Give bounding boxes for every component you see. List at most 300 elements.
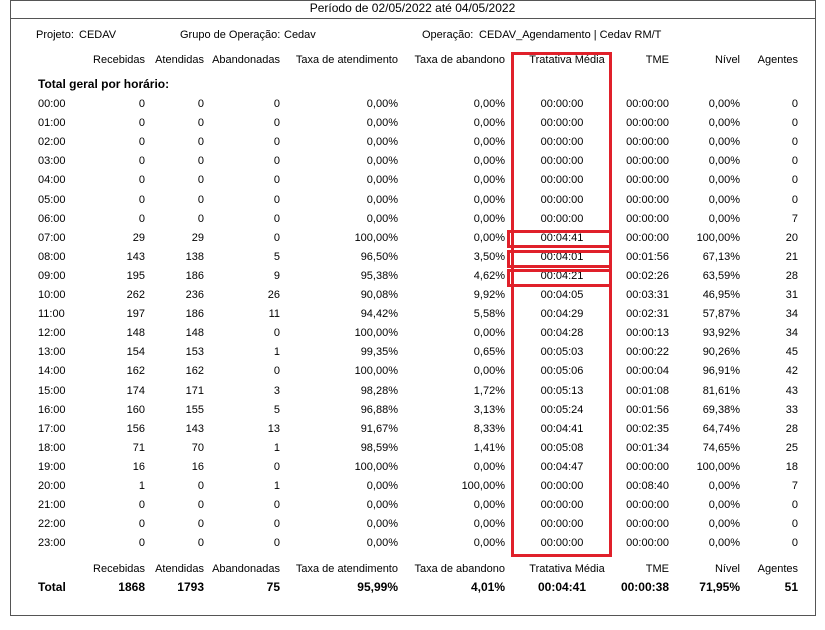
tme-cell: 00:00:00 [626,231,669,244]
operacao-label: Operação: [422,29,474,41]
taxa-abandono-cell: 3,50% [473,250,505,263]
taxa-atendimento-cell: 100,00% [354,365,398,378]
tratativa-column-highlight [511,52,612,557]
taxa-atendimento-cell: 0,00% [366,136,398,149]
tme-cell: 00:02:26 [626,269,669,282]
total-tme: 00:00:38 [620,580,669,594]
recebidas-cell: 0 [138,499,145,512]
hour-cell: 02:00 [38,136,66,149]
total-nivel: 71,95% [699,580,740,594]
agentes-cell: 31 [785,289,798,301]
taxa-abandono-cell: 0,00% [473,98,505,110]
taxa-abandono-cell: 0,00% [473,460,505,473]
nivel-cell: 100,00% [696,231,740,244]
table-row [0,171,825,190]
taxa-atendimento-cell: 0,00% [366,499,398,512]
hour-cell: 15:00 [38,384,66,397]
tme-cell: 00:01:56 [626,250,669,263]
total-tratativa-media: 00:04:41 [537,580,587,594]
hour-cell: 22:00 [38,518,66,531]
agentes-cell: 34 [785,308,798,321]
hour-cell: 01:00 [38,117,66,130]
nivel-cell: 81,61% [702,384,740,397]
nivel-cell: 0,00% [708,117,740,130]
tratativa-media-cell: 00:05:13 [540,384,584,397]
tratativa-media-cell: 00:00:00 [540,155,584,168]
table-row [0,95,825,114]
total-taxa-abandono: 4,01% [470,580,505,594]
nivel-cell: 0,00% [708,499,740,512]
agentes-cell: 33 [785,403,798,416]
atendidas-cell: 0 [197,136,204,149]
atendidas-cell: 0 [197,499,204,512]
agentes-cell: 7 [791,480,798,492]
hour-cell: 12:00 [38,327,66,340]
tratativa-media-cell: 00:04:41 [540,231,584,244]
tme-cell: 00:01:56 [626,403,669,416]
recebidas-cell: 0 [138,212,145,225]
header-agentes: Agentes [757,563,798,575]
total-abandonadas: 75 [266,580,280,594]
recebidas-cell: 0 [138,537,145,550]
agentes-cell: 0 [791,98,798,110]
taxa-abandono-cell: 1,72% [473,384,505,397]
taxa-abandono-cell: 0,00% [473,537,505,550]
tme-cell: 00:00:00 [626,212,669,225]
table-row [0,420,825,439]
abandonadas-cell: 13 [267,422,280,435]
table-row [0,458,825,477]
hour-cell: 07:00 [38,231,66,244]
taxa-atendimento-cell: 0,00% [366,98,398,110]
agentes-cell: 20 [785,231,798,244]
nivel-cell: 0,00% [708,174,740,187]
nivel-cell: 74,65% [702,441,740,454]
projeto-label: Projeto: [36,29,74,41]
table-row [0,305,825,324]
taxa-atendimento-cell: 0,00% [366,193,398,206]
atendidas-cell: 236 [185,289,204,301]
tme-cell: 00:00:00 [626,174,669,187]
nivel-cell: 63,59% [702,269,740,282]
taxa-abandono-cell: 3,13% [473,403,505,416]
taxa-atendimento-cell: 100,00% [354,327,398,340]
atendidas-cell: 0 [197,174,204,187]
recebidas-cell: 154 [126,346,145,359]
tratativa-media-cell: 00:00:00 [540,174,584,187]
tme-cell: 00:02:31 [626,308,669,321]
recebidas-cell: 71 [132,441,145,454]
agentes-cell: 28 [785,422,798,435]
agentes-cell: 28 [785,269,798,282]
tme-cell: 00:00:00 [626,537,669,550]
agentes-cell: 43 [785,384,798,397]
tratativa-media-cell: 00:00:00 [540,136,584,149]
recebidas-cell: 160 [126,403,145,416]
taxa-abandono-cell: 0,00% [473,327,505,340]
agentes-cell: 0 [791,537,798,550]
recebidas-cell: 197 [126,308,145,321]
header-nivel: Nível [714,563,740,575]
agentes-cell: 0 [791,117,798,130]
header-taxa-abandono: Taxa de abandono [414,563,505,575]
abandonadas-cell: 0 [273,155,280,168]
table-row [0,343,825,362]
header-nivel: Nível [714,54,740,66]
nivel-cell: 64,74% [702,422,740,435]
table-row [0,382,825,401]
taxa-abandono-cell: 0,00% [473,518,505,531]
taxa-atendimento-cell: 0,00% [366,212,398,225]
table-row [0,286,825,305]
atendidas-cell: 0 [197,480,204,492]
hour-cell: 06:00 [38,212,66,225]
tratativa-media-cell: 00:04:47 [540,460,584,473]
header-agentes: Agentes [757,54,798,66]
hour-cell: 10:00 [38,289,66,301]
totals-label: Total [38,580,66,594]
taxa-atendimento-cell: 95,38% [360,269,398,282]
hour-cell: 23:00 [38,537,66,550]
tme-cell: 00:00:00 [626,155,669,168]
agentes-cell: 45 [785,346,798,359]
row-0700-highlight [507,230,612,248]
abandonadas-cell: 0 [273,117,280,130]
atendidas-cell: 162 [185,365,204,378]
tratativa-media-cell: 00:04:28 [540,327,584,340]
header-recebidas: Recebidas [93,563,145,575]
taxa-abandono-cell: 0,00% [473,365,505,378]
nivel-cell: 0,00% [708,136,740,149]
header-tme: TME [645,563,669,575]
recebidas-cell: 16 [132,460,145,473]
agentes-cell: 0 [791,193,798,206]
nivel-cell: 90,26% [702,346,740,359]
recebidas-cell: 262 [126,289,145,301]
atendidas-cell: 0 [197,117,204,130]
tme-cell: 00:01:08 [626,384,669,397]
nivel-cell: 0,00% [708,212,740,225]
atendidas-cell: 186 [185,308,204,321]
taxa-abandono-cell: 0,00% [473,174,505,187]
total-taxa-atendimento: 95,99% [357,580,398,594]
atendidas-cell: 148 [185,327,204,340]
tratativa-media-cell: 00:00:00 [540,480,584,492]
header-tratativa-media: Tratativa Média [529,563,605,575]
hour-cell: 16:00 [38,403,66,416]
taxa-abandono-cell: 0,00% [473,212,505,225]
nivel-cell: 57,87% [702,308,740,321]
hour-cell: 17:00 [38,422,66,435]
taxa-atendimento-cell: 0,00% [366,117,398,130]
agentes-cell: 18 [785,460,798,473]
abandonadas-cell: 1 [273,346,280,359]
tratativa-media-cell: 00:00:00 [540,537,584,550]
abandonadas-cell: 0 [273,518,280,531]
tratativa-media-cell: 00:05:24 [540,403,584,416]
recebidas-cell: 0 [138,136,145,149]
hour-cell: 21:00 [38,499,66,512]
taxa-atendimento-cell: 0,00% [366,155,398,168]
tratativa-media-cell: 00:00:00 [540,518,584,531]
nivel-cell: 0,00% [708,480,740,492]
table-row [0,229,825,248]
taxa-atendimento-cell: 99,35% [360,346,398,359]
taxa-abandono-cell: 5,58% [473,308,505,321]
table-row [0,362,825,381]
taxa-atendimento-cell: 90,08% [360,289,398,301]
tme-cell: 00:00:00 [626,499,669,512]
table-row [0,267,825,286]
recebidas-cell: 0 [138,155,145,168]
abandonadas-cell: 0 [273,499,280,512]
tme-cell: 00:00:00 [626,193,669,206]
row-0900-highlight [507,269,612,287]
atendidas-cell: 143 [185,422,204,435]
tme-cell: 00:00:13 [626,327,669,340]
tratativa-media-cell: 00:00:00 [540,499,584,512]
abandonadas-cell: 1 [273,480,280,492]
tme-cell: 00:00:00 [626,98,669,110]
tme-cell: 00:00:00 [626,518,669,531]
abandonadas-cell: 5 [273,250,280,263]
abandonadas-cell: 1 [273,441,280,454]
abandonadas-cell: 0 [273,231,280,244]
tratativa-media-cell: 00:00:00 [540,117,584,130]
tratativa-media-cell: 00:00:00 [540,193,584,206]
nivel-cell: 0,00% [708,193,740,206]
hour-cell: 18:00 [38,441,66,454]
abandonadas-cell: 0 [273,537,280,550]
header-abandonadas: Abandonadas [212,54,280,66]
abandonadas-cell: 0 [273,98,280,110]
hour-cell: 14:00 [38,365,66,378]
atendidas-cell: 153 [185,346,204,359]
hour-cell: 09:00 [38,269,66,282]
table-row [0,114,825,133]
total-atendidas: 1793 [177,580,204,594]
table-row [0,496,825,515]
abandonadas-cell: 9 [273,269,280,282]
taxa-abandono-cell: 0,00% [473,155,505,168]
recebidas-cell: 0 [138,117,145,130]
nivel-cell: 0,00% [708,155,740,168]
nivel-cell: 93,92% [702,327,740,340]
taxa-atendimento-cell: 100,00% [354,460,398,473]
taxa-abandono-cell: 0,00% [473,193,505,206]
nivel-cell: 0,00% [708,98,740,110]
table-row [0,191,825,210]
tratativa-media-cell: 00:04:01 [540,250,584,263]
recebidas-cell: 29 [132,231,145,244]
abandonadas-cell: 26 [267,289,280,301]
hour-cell: 20:00 [38,480,66,492]
tratativa-media-cell: 00:04:41 [540,422,584,435]
taxa-abandono-cell: 0,00% [473,231,505,244]
tme-cell: 00:00:00 [626,460,669,473]
abandonadas-cell: 0 [273,327,280,340]
abandonadas-cell: 0 [273,136,280,149]
atendidas-cell: 0 [197,98,204,110]
nivel-cell: 100,00% [696,460,740,473]
taxa-abandono-cell: 1,41% [473,441,505,454]
nivel-cell: 69,38% [702,403,740,416]
table-row [0,515,825,534]
tratativa-media-cell: 00:04:29 [540,308,584,321]
projeto-value: CEDAV [79,29,117,41]
hour-cell: 13:00 [38,346,66,359]
hour-cell: 03:00 [38,155,66,168]
operacao-value: CEDAV_Agendamento | Cedav RM/T [479,29,662,41]
recebidas-cell: 0 [138,174,145,187]
taxa-atendimento-cell: 100,00% [354,231,398,244]
taxa-atendimento-cell: 0,00% [366,537,398,550]
abandonadas-cell: 0 [273,212,280,225]
taxa-atendimento-cell: 96,88% [360,403,398,416]
abandonadas-cell: 3 [273,384,280,397]
hour-cell: 00:00 [38,98,66,110]
agentes-cell: 42 [785,365,798,378]
tratativa-media-cell: 00:05:08 [540,441,584,454]
totals-row [0,578,825,597]
tme-cell: 00:00:04 [626,365,669,378]
taxa-atendimento-cell: 91,67% [360,422,398,435]
agentes-cell: 21 [785,250,798,263]
atendidas-cell: 16 [191,460,204,473]
tme-cell: 00:02:35 [626,422,669,435]
atendidas-cell: 0 [197,537,204,550]
header-atendidas: Atendidas [155,54,204,66]
total-recebidas: 1868 [118,580,145,594]
agentes-cell: 0 [791,136,798,149]
tme-cell: 00:08:40 [626,480,669,492]
atendidas-cell: 186 [185,269,204,282]
hour-cell: 04:00 [38,174,66,187]
hour-cell: 19:00 [38,460,66,473]
tme-cell: 00:00:00 [626,136,669,149]
atendidas-cell: 0 [197,518,204,531]
tme-cell: 00:00:22 [626,346,669,359]
taxa-abandono-cell: 0,65% [473,346,505,359]
table-row [0,439,825,458]
hour-cell: 08:00 [38,250,66,263]
header-tme: TME [645,54,669,66]
recebidas-cell: 0 [138,518,145,531]
recebidas-cell: 1 [138,480,145,492]
atendidas-cell: 0 [197,155,204,168]
table-row [0,248,825,267]
abandonadas-cell: 11 [268,308,280,321]
table-row [0,324,825,343]
tratativa-media-cell: 00:04:05 [540,289,584,301]
recebidas-cell: 195 [126,269,145,282]
nivel-cell: 46,95% [702,289,740,301]
taxa-abandono-cell: 0,00% [473,499,505,512]
tme-cell: 00:01:34 [626,441,669,454]
taxa-atendimento-cell: 94,42% [360,308,398,321]
taxa-atendimento-cell: 0,00% [366,518,398,531]
recebidas-cell: 0 [138,98,145,110]
nivel-cell: 67,13% [702,250,740,263]
taxa-atendimento-cell: 98,59% [360,441,398,454]
recebidas-cell: 156 [126,422,145,435]
agentes-cell: 7 [791,212,798,225]
nivel-cell: 96,91% [702,365,740,378]
tratativa-media-cell: 00:00:00 [540,212,584,225]
header-taxa-abandono: Taxa de abandono [414,54,505,66]
tme-cell: 00:00:00 [626,117,669,130]
taxa-abandono-cell: 100,00% [461,480,505,492]
recebidas-cell: 174 [126,384,145,397]
atendidas-cell: 0 [197,193,204,206]
agentes-cell: 0 [791,518,798,531]
header-atendidas: Atendidas [155,563,204,575]
atendidas-cell: 155 [185,403,204,416]
hour-cell: 05:00 [38,193,66,206]
taxa-abandono-cell: 4,62% [473,269,505,282]
section-label: Total geral por horário: [38,77,170,91]
abandonadas-cell: 5 [273,403,280,416]
row-0800-highlight [507,250,612,268]
table-row [0,477,825,496]
agentes-cell: 25 [785,441,798,454]
atendidas-cell: 171 [185,384,204,397]
abandonadas-cell: 0 [273,365,280,378]
taxa-abandono-cell: 0,00% [473,117,505,130]
table-row [0,534,825,553]
table-row [0,210,825,229]
agentes-cell: 0 [791,499,798,512]
abandonadas-cell: 0 [273,193,280,206]
tratativa-media-cell: 00:05:06 [540,365,584,378]
atendidas-cell: 0 [197,212,204,225]
taxa-abandono-cell: 9,92% [473,289,505,301]
taxa-atendimento-cell: 0,00% [366,174,398,187]
taxa-atendimento-cell: 0,00% [366,480,398,492]
taxa-atendimento-cell: 98,28% [360,384,398,397]
report-period-title: Período de 02/05/2022 até 04/05/2022 [10,0,815,19]
agentes-cell: 34 [785,327,798,340]
agentes-cell: 0 [791,155,798,168]
recebidas-cell: 162 [126,365,145,378]
recebidas-cell: 143 [126,250,145,263]
grupo-label: Grupo de Operação: [180,29,281,41]
taxa-atendimento-cell: 96,50% [360,250,398,263]
recebidas-cell: 148 [126,327,145,340]
grupo-value: Cedav [284,29,316,41]
abandonadas-cell: 0 [273,174,280,187]
atendidas-cell: 29 [191,231,204,244]
header-abandonadas: Abandonadas [212,563,280,575]
table-row [0,133,825,152]
tratativa-media-cell: 00:04:21 [540,269,584,282]
taxa-abandono-cell: 0,00% [473,136,505,149]
nivel-cell: 0,00% [708,537,740,550]
header-taxa-atendimento: Taxa de atendimento [295,54,398,66]
header-recebidas: Recebidas [93,54,145,66]
hour-cell: 11:00 [38,308,65,321]
total-agentes: 51 [784,580,798,594]
atendidas-cell: 138 [185,250,204,263]
header-tratativa-media: Tratativa Média [529,54,605,66]
taxa-abandono-cell: 8,33% [473,422,505,435]
atendidas-cell: 70 [191,441,204,454]
table-row [0,152,825,171]
nivel-cell: 0,00% [708,518,740,531]
tme-cell: 00:03:31 [626,289,669,301]
tratativa-media-cell: 00:05:03 [540,346,584,359]
agentes-cell: 0 [791,174,798,187]
